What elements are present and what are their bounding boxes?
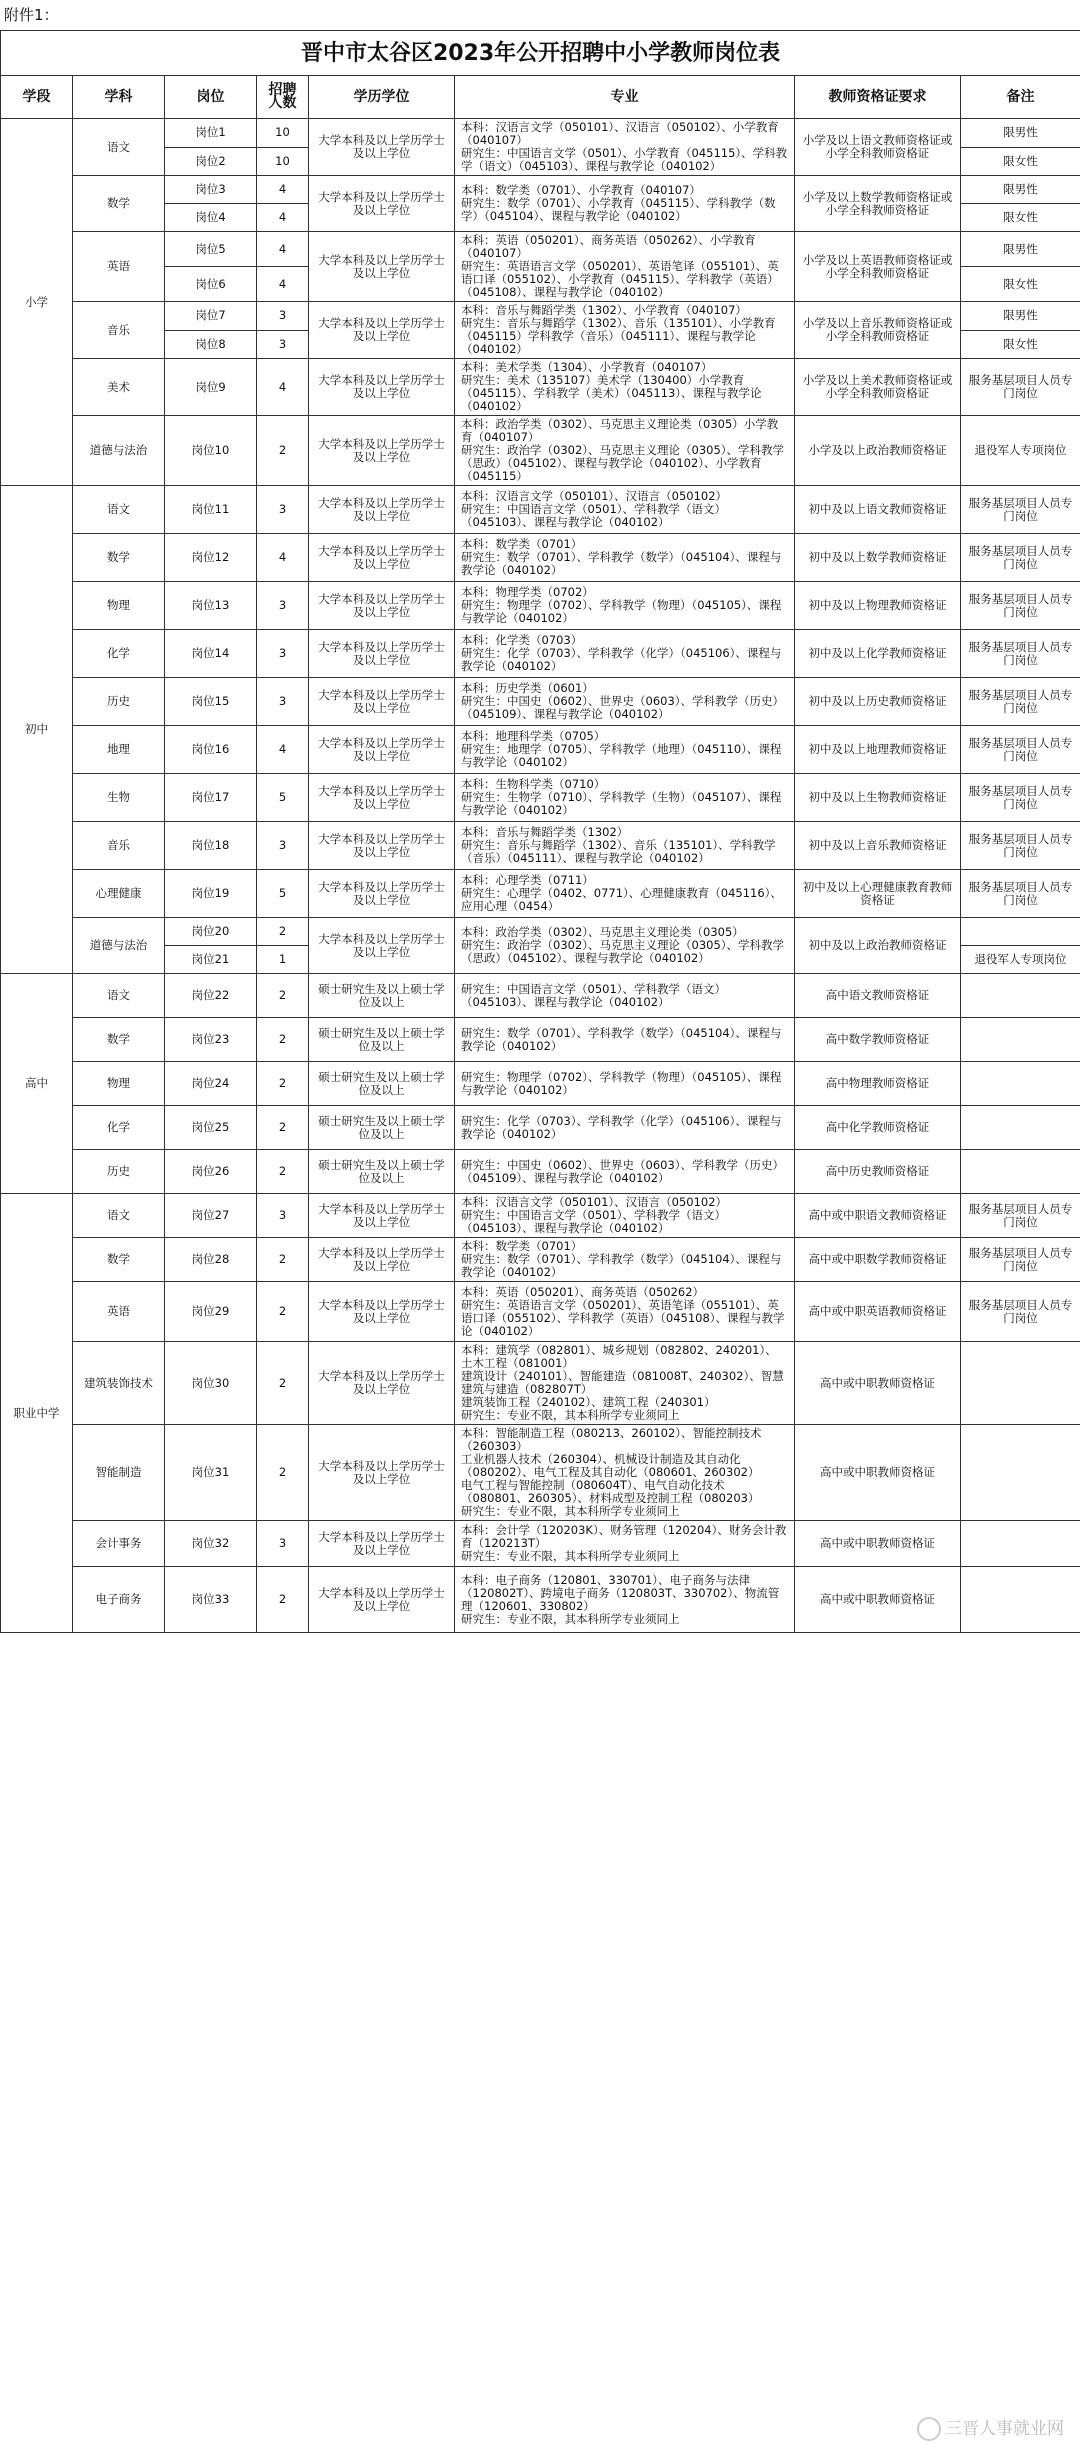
note-cell: 限女性 — [961, 330, 1080, 359]
major-cell: 本科：心理学类（0711） 研究生：心理学（0402、0771）、心理健康教育（045116）、应用心理（0454） — [455, 870, 795, 918]
major-cell: 本科：数学类（0701） 研究生：数学（0701）、学科教学（数学）（045104）、课程与教学论（040102） — [455, 1238, 795, 1282]
post-cell: 岗位9 — [165, 359, 257, 416]
education-cell: 大学本科及以上学历学士及以上学位 — [309, 1567, 455, 1633]
count-cell: 2 — [257, 1342, 309, 1425]
count-cell: 4 — [257, 176, 309, 204]
note-cell — [961, 918, 1080, 946]
stage-cell: 小学 — [1, 119, 73, 486]
education-cell: 大学本科及以上学历学士及以上学位 — [309, 918, 455, 974]
table-row — [1, 359, 1080, 416]
education-cell: 大学本科及以上学历学士及以上学位 — [309, 1282, 455, 1342]
table-row — [1, 870, 1080, 918]
count-cell: 5 — [257, 870, 309, 918]
subject-cell: 道德与法治 — [73, 416, 165, 486]
major-cell: 本科：美术学类（1304）、小学教育（040107） 研究生：美术（135107）美术学（130400）小学教育（045115）、学科教学（美术）（045113）、课程与教学论（040102） — [455, 359, 795, 416]
header-count: 招聘人数 — [257, 76, 309, 119]
subject-cell: 建筑装饰技术 — [73, 1342, 165, 1425]
post-cell: 岗位3 — [165, 176, 257, 204]
note-cell: 服务基层项目人员专门岗位 — [961, 582, 1080, 630]
major-cell: 本科：汉语言文学（050101）、汉语言（050102）、小学教育（040107） 研究生：中国语言文学（0501）、小学教育（045115）、学科教学（语文）（045103）、课程与教学论（040102） — [455, 119, 795, 176]
note-cell: 服务基层项目人员专门岗位 — [961, 822, 1080, 870]
note-cell: 限女性 — [961, 204, 1080, 232]
table-row — [1, 176, 1080, 204]
education-cell: 硕士研究生及以上硕士学位及以上 — [309, 1062, 455, 1106]
certificate-cell: 初中及以上物理教师资格证 — [795, 582, 961, 630]
post-cell: 岗位27 — [165, 1194, 257, 1238]
post-cell: 岗位30 — [165, 1342, 257, 1425]
note-cell: 服务基层项目人员专门岗位 — [961, 1194, 1080, 1238]
post-cell: 岗位5 — [165, 232, 257, 267]
count-cell: 3 — [257, 486, 309, 534]
post-cell: 岗位11 — [165, 486, 257, 534]
header-post: 岗位 — [165, 76, 257, 119]
education-cell: 大学本科及以上学历学士及以上学位 — [309, 630, 455, 678]
table-row — [1, 1425, 1080, 1521]
education-cell: 大学本科及以上学历学士及以上学位 — [309, 1521, 455, 1567]
certificate-cell: 高中历史教师资格证 — [795, 1150, 961, 1194]
certificate-cell: 初中及以上地理教师资格证 — [795, 726, 961, 774]
table-row — [1, 1521, 1080, 1567]
post-cell: 岗位32 — [165, 1521, 257, 1567]
certificate-cell: 初中及以上化学教师资格证 — [795, 630, 961, 678]
major-cell: 本科：英语（050201）、商务英语（050262） 研究生：英语语言文学（050201）、英语笔译（055101）、英语口译（055102）、学科教学（英语）（045108）、课程与教学论（040102） — [455, 1282, 795, 1342]
count-cell: 4 — [257, 534, 309, 582]
post-cell: 岗位33 — [165, 1567, 257, 1633]
count-cell: 2 — [257, 918, 309, 946]
wechat-icon — [917, 2417, 941, 2441]
note-cell — [961, 1567, 1080, 1633]
certificate-cell: 初中及以上政治教师资格证 — [795, 918, 961, 974]
subject-cell: 物理 — [73, 582, 165, 630]
subject-cell: 电子商务 — [73, 1567, 165, 1633]
subject-cell: 地理 — [73, 726, 165, 774]
subject-cell: 数学 — [73, 534, 165, 582]
certificate-cell: 高中或中职教师资格证 — [795, 1567, 961, 1633]
note-cell — [961, 1150, 1080, 1194]
table-row — [1, 1342, 1080, 1425]
subject-cell: 心理健康 — [73, 870, 165, 918]
major-cell: 本科：数学类（0701）、小学教育（040107） 研究生：数学（0701）、小学教育（045115）、学科教学（数学）（045104）、课程与教学论（040102） — [455, 176, 795, 232]
table-row — [1, 1194, 1080, 1238]
count-cell: 2 — [257, 1062, 309, 1106]
count-cell: 3 — [257, 582, 309, 630]
major-cell: 研究生：化学（0703）、学科教学（化学）（045106）、课程与教学论（040102） — [455, 1106, 795, 1150]
certificate-cell: 高中或中职语文教师资格证 — [795, 1194, 961, 1238]
post-cell: 岗位22 — [165, 974, 257, 1018]
subject-cell: 道德与法治 — [73, 918, 165, 974]
major-cell: 研究生：数学（0701）、学科教学（数学）（045104）、课程与教学论（040102） — [455, 1018, 795, 1062]
count-cell: 2 — [257, 1018, 309, 1062]
subject-cell: 化学 — [73, 1106, 165, 1150]
stage-cell: 职业中学 — [1, 1194, 73, 1633]
major-cell: 本科：汉语言文学（050101）、汉语言（050102） 研究生：中国语言文学（0501）、学科教学（语文）（045103）、课程与教学论（040102） — [455, 486, 795, 534]
table-row — [1, 630, 1080, 678]
job-table — [0, 30, 1080, 1633]
major-cell: 本科：汉语言文学（050101）、汉语言（050102） 研究生：中国语言文学（0501）、学科教学（语文）（045103）、课程与教学论（040102） — [455, 1194, 795, 1238]
certificate-cell: 初中及以上历史教师资格证 — [795, 678, 961, 726]
certificate-cell: 高中或中职英语教师资格证 — [795, 1282, 961, 1342]
note-cell: 退役军人专项岗位 — [961, 416, 1080, 486]
count-cell: 10 — [257, 147, 309, 176]
table-row — [1, 1567, 1080, 1633]
education-cell: 大学本科及以上学历学士及以上学位 — [309, 774, 455, 822]
post-cell: 岗位14 — [165, 630, 257, 678]
note-cell: 限男性 — [961, 302, 1080, 331]
header-row — [1, 76, 1080, 119]
subject-cell: 数学 — [73, 1238, 165, 1282]
education-cell: 大学本科及以上学历学士及以上学位 — [309, 822, 455, 870]
certificate-cell: 高中或中职教师资格证 — [795, 1425, 961, 1521]
certificate-cell: 初中及以上音乐教师资格证 — [795, 822, 961, 870]
major-cell: 研究生：中国史（0602）、世界史（0603）、学科教学（历史）（045109）、课程与教学论（040102） — [455, 1150, 795, 1194]
education-cell: 大学本科及以上学历学士及以上学位 — [309, 534, 455, 582]
post-cell: 岗位29 — [165, 1282, 257, 1342]
certificate-cell: 小学及以上音乐教师资格证或小学全科教师资格证 — [795, 302, 961, 359]
count-cell: 2 — [257, 1282, 309, 1342]
education-cell: 大学本科及以上学历学士及以上学位 — [309, 1342, 455, 1425]
header-stage: 学段 — [1, 76, 73, 119]
stage-cell: 初中 — [1, 486, 73, 974]
count-cell: 3 — [257, 1521, 309, 1567]
table-row — [1, 1282, 1080, 1342]
post-cell: 岗位1 — [165, 119, 257, 148]
note-cell: 服务基层项目人员专门岗位 — [961, 870, 1080, 918]
note-cell: 服务基层项目人员专门岗位 — [961, 1282, 1080, 1342]
table-body — [1, 119, 1080, 1633]
major-cell: 本科：建筑学（082801）、城乡规划（082802、240201）、土木工程（081001） 建筑设计（240101）、智能建造（081008T、240302）、智慧建筑与建造（082807T） 建筑装饰工程（240102）、建筑工程（240301） 研究生：专业不限，其本科所学专业须同上 — [455, 1342, 795, 1425]
post-cell: 岗位12 — [165, 534, 257, 582]
note-cell — [961, 974, 1080, 1018]
subject-cell: 物理 — [73, 1062, 165, 1106]
count-cell: 4 — [257, 232, 309, 267]
major-cell: 本科：生物科学类（0710） 研究生：生物学（0710）、学科教学（生物）（045107）、课程与教学论（040102） — [455, 774, 795, 822]
count-cell: 2 — [257, 1238, 309, 1282]
post-cell: 岗位10 — [165, 416, 257, 486]
education-cell: 大学本科及以上学历学士及以上学位 — [309, 870, 455, 918]
major-cell: 研究生：中国语言文学（0501）、学科教学（语文）（045103）、课程与教学论（040102） — [455, 974, 795, 1018]
post-cell: 岗位25 — [165, 1106, 257, 1150]
table-row — [1, 582, 1080, 630]
subject-cell: 化学 — [73, 630, 165, 678]
subject-cell: 数学 — [73, 1018, 165, 1062]
note-cell — [961, 1018, 1080, 1062]
certificate-cell: 初中及以上心理健康教育教师资格证 — [795, 870, 961, 918]
count-cell: 2 — [257, 1567, 309, 1633]
post-cell: 岗位19 — [165, 870, 257, 918]
header-education: 学历学位 — [309, 76, 455, 119]
certificate-cell: 小学及以上数学教师资格证或小学全科教师资格证 — [795, 176, 961, 232]
post-cell: 岗位4 — [165, 204, 257, 232]
table-row — [1, 822, 1080, 870]
education-cell: 大学本科及以上学历学士及以上学位 — [309, 359, 455, 416]
certificate-cell: 小学及以上美术教师资格证或小学全科教师资格证 — [795, 359, 961, 416]
table-row — [1, 774, 1080, 822]
subject-cell: 语文 — [73, 119, 165, 176]
count-cell: 3 — [257, 678, 309, 726]
note-cell: 服务基层项目人员专门岗位 — [961, 726, 1080, 774]
major-cell: 本科：会计学（120203K）、财务管理（120204）、财务会计教育（120213T） 研究生：专业不限，其本科所学专业须同上 — [455, 1521, 795, 1567]
certificate-cell: 高中化学教师资格证 — [795, 1106, 961, 1150]
subject-cell: 会计事务 — [73, 1521, 165, 1567]
post-cell: 岗位7 — [165, 302, 257, 331]
count-cell: 4 — [257, 359, 309, 416]
table-row — [1, 1062, 1080, 1106]
major-cell: 本科：地理科学类（0705） 研究生：地理学（0705）、学科教学（地理）（045110）、课程与教学论（040102） — [455, 726, 795, 774]
count-cell: 4 — [257, 204, 309, 232]
subject-cell: 语文 — [73, 1194, 165, 1238]
education-cell: 大学本科及以上学历学士及以上学位 — [309, 1425, 455, 1521]
subject-cell: 英语 — [73, 1282, 165, 1342]
post-cell: 岗位17 — [165, 774, 257, 822]
count-cell: 4 — [257, 726, 309, 774]
note-cell — [961, 1342, 1080, 1425]
post-cell: 岗位16 — [165, 726, 257, 774]
table-row — [1, 416, 1080, 486]
header-subject: 学科 — [73, 76, 165, 119]
education-cell: 大学本科及以上学历学士及以上学位 — [309, 678, 455, 726]
note-cell: 服务基层项目人员专门岗位 — [961, 774, 1080, 822]
table-row — [1, 1150, 1080, 1194]
post-cell: 岗位6 — [165, 267, 257, 302]
major-cell: 本科：政治学类（0302）、马克思主义理论类（0305）小学教育（040107） 研究生：政治学（0302）、马克思主义理论（0305）、学科教学（思政）（045102）、课程与教学论（040102）、小学教育（045115） — [455, 416, 795, 486]
education-cell: 硕士研究生及以上硕士学位及以上 — [309, 1018, 455, 1062]
post-cell: 岗位18 — [165, 822, 257, 870]
count-cell: 2 — [257, 1425, 309, 1521]
major-cell: 本科：英语（050201）、商务英语（050262）、小学教育（040107） 研究生：英语语言文学（050201）、英语笔译（055101）、英语口译（055102）、小学教育（045115）、学科教学（英语）（045108）、课程与教学论（040102） — [455, 232, 795, 302]
table-row — [1, 1106, 1080, 1150]
education-cell: 大学本科及以上学历学士及以上学位 — [309, 1238, 455, 1282]
certificate-cell: 小学及以上政治教师资格证 — [795, 416, 961, 486]
note-cell: 服务基层项目人员专门岗位 — [961, 359, 1080, 416]
count-cell: 3 — [257, 822, 309, 870]
certificate-cell: 初中及以上数学教师资格证 — [795, 534, 961, 582]
note-cell: 服务基层项目人员专门岗位 — [961, 486, 1080, 534]
table-row — [1, 726, 1080, 774]
major-cell: 本科：数学类（0701） 研究生：数学（0701）、学科教学（数学）（045104）、课程与教学论（040102） — [455, 534, 795, 582]
subject-cell: 历史 — [73, 678, 165, 726]
note-cell: 服务基层项目人员专门岗位 — [961, 678, 1080, 726]
note-cell: 限男性 — [961, 232, 1080, 267]
header-major: 专业 — [455, 76, 795, 119]
major-cell: 本科：物理学类（0702） 研究生：物理学（0702）、学科教学（物理）（045105）、课程与教学论（040102） — [455, 582, 795, 630]
post-cell: 岗位28 — [165, 1238, 257, 1282]
subject-cell: 音乐 — [73, 822, 165, 870]
table-row — [1, 974, 1080, 1018]
major-cell: 本科：音乐与舞蹈学类（1302） 研究生：音乐与舞蹈学（1302）、音乐（135101）、学科教学（音乐）（045111）、课程与教学论（040102） — [455, 822, 795, 870]
note-cell — [961, 1425, 1080, 1521]
page-title: 晋中市太谷区2023年公开招聘中小学教师岗位表 — [1, 31, 1080, 76]
note-cell — [961, 1521, 1080, 1567]
subject-cell: 数学 — [73, 176, 165, 232]
note-cell — [961, 1106, 1080, 1150]
education-cell: 大学本科及以上学历学士及以上学位 — [309, 232, 455, 302]
education-cell: 大学本科及以上学历学士及以上学位 — [309, 582, 455, 630]
subject-cell: 生物 — [73, 774, 165, 822]
major-cell: 本科：电子商务（120801、330701）、电子商务与法律（120802T）、跨境电子商务（120803T、330702）、物流管理（120601、330802） 研究生：专业不限，其本科所学专业须同上 — [455, 1567, 795, 1633]
table-row — [1, 918, 1080, 946]
post-cell: 岗位20 — [165, 918, 257, 946]
post-cell: 岗位24 — [165, 1062, 257, 1106]
education-cell: 大学本科及以上学历学士及以上学位 — [309, 302, 455, 359]
stage-cell: 高中 — [1, 974, 73, 1194]
major-cell: 本科：化学类（0703） 研究生：化学（0703）、学科教学（化学）（045106）、课程与教学论（040102） — [455, 630, 795, 678]
count-cell: 2 — [257, 1106, 309, 1150]
certificate-cell: 高中数学教师资格证 — [795, 1018, 961, 1062]
note-cell: 限男性 — [961, 119, 1080, 148]
table-row — [1, 302, 1080, 331]
certificate-cell: 高中语文教师资格证 — [795, 974, 961, 1018]
education-cell: 大学本科及以上学历学士及以上学位 — [309, 1194, 455, 1238]
count-cell: 3 — [257, 302, 309, 331]
table-row — [1, 1018, 1080, 1062]
certificate-cell: 初中及以上语文教师资格证 — [795, 486, 961, 534]
count-cell: 3 — [257, 630, 309, 678]
certificate-cell: 初中及以上生物教师资格证 — [795, 774, 961, 822]
subject-cell: 美术 — [73, 359, 165, 416]
job-table-wrapper — [0, 30, 1080, 1633]
education-cell: 大学本科及以上学历学士及以上学位 — [309, 486, 455, 534]
table-row — [1, 232, 1080, 267]
post-cell: 岗位21 — [165, 946, 257, 974]
education-cell: 硕士研究生及以上硕士学位及以上 — [309, 974, 455, 1018]
certificate-cell: 高中或中职教师资格证 — [795, 1342, 961, 1425]
note-cell: 限女性 — [961, 147, 1080, 176]
count-cell: 3 — [257, 330, 309, 359]
note-cell — [961, 1062, 1080, 1106]
certificate-cell: 小学及以上英语教师资格证或小学全科教师资格证 — [795, 232, 961, 302]
note-cell: 服务基层项目人员专门岗位 — [961, 534, 1080, 582]
post-cell: 岗位31 — [165, 1425, 257, 1521]
education-cell: 大学本科及以上学历学士及以上学位 — [309, 176, 455, 232]
certificate-cell: 高中物理教师资格证 — [795, 1062, 961, 1106]
table-row — [1, 678, 1080, 726]
attachment-label: 附件1： — [4, 6, 59, 24]
note-cell: 退役军人专项岗位 — [961, 946, 1080, 974]
table-row — [1, 534, 1080, 582]
post-cell: 岗位2 — [165, 147, 257, 176]
major-cell: 本科：历史学类（0601） 研究生：中国史（0602）、世界史（0603）、学科教学（历史）（045109）、课程与教学论（040102） — [455, 678, 795, 726]
education-cell: 硕士研究生及以上硕士学位及以上 — [309, 1106, 455, 1150]
note-cell: 限男性 — [961, 176, 1080, 204]
table-row — [1, 119, 1080, 148]
education-cell: 大学本科及以上学历学士及以上学位 — [309, 416, 455, 486]
certificate-cell: 高中或中职数学教师资格证 — [795, 1238, 961, 1282]
education-cell: 大学本科及以上学历学士及以上学位 — [309, 726, 455, 774]
note-cell: 服务基层项目人员专门岗位 — [961, 630, 1080, 678]
watermark-text: 三晋人事就业网 — [945, 2419, 1064, 2439]
certificate-cell: 小学及以上语文教师资格证或小学全科教师资格证 — [795, 119, 961, 176]
count-cell: 2 — [257, 974, 309, 1018]
post-cell: 岗位23 — [165, 1018, 257, 1062]
watermark — [917, 2414, 1064, 2441]
count-cell: 5 — [257, 774, 309, 822]
count-cell: 2 — [257, 1150, 309, 1194]
count-cell: 2 — [257, 416, 309, 486]
education-cell: 大学本科及以上学历学士及以上学位 — [309, 119, 455, 176]
note-cell: 服务基层项目人员专门岗位 — [961, 1238, 1080, 1282]
count-cell: 10 — [257, 119, 309, 148]
post-cell: 岗位26 — [165, 1150, 257, 1194]
major-cell: 本科：音乐与舞蹈学类（1302）、小学教育（040107） 研究生：音乐与舞蹈学（1302）、音乐（135101）、小学教育（045115）学科教学（音乐）（045111）、课程与教学论（040102） — [455, 302, 795, 359]
major-cell: 本科：政治学类（0302）、马克思主义理论类（0305） 研究生：政治学（0302）、马克思主义理论（0305）、学科教学（思政）（045102）、课程与教学论（040102） — [455, 918, 795, 974]
table-row — [1, 1238, 1080, 1282]
subject-cell: 语文 — [73, 486, 165, 534]
subject-cell: 英语 — [73, 232, 165, 302]
major-cell: 研究生：物理学（0702）、学科教学（物理）（045105）、课程与教学论（040102） — [455, 1062, 795, 1106]
header-certificate: 教师资格证要求 — [795, 76, 961, 119]
count-cell: 1 — [257, 946, 309, 974]
table-row — [1, 486, 1080, 534]
note-cell: 限女性 — [961, 267, 1080, 302]
subject-cell: 音乐 — [73, 302, 165, 359]
major-cell: 本科：智能制造工程（080213、260102）、智能控制技术（260303） 工业机器人技术（260304）、机械设计制造及其自动化（080202）、电气工程及其自动化（080601、260302） 电气工程与智能控制（080604T）、电气自动化技术（080801、260305）、材料成型及控制工程（080203） 研究生：专业不限，其本科所学专业须同上 — [455, 1425, 795, 1521]
education-cell: 硕士研究生及以上硕士学位及以上 — [309, 1150, 455, 1194]
certificate-cell: 高中或中职教师资格证 — [795, 1521, 961, 1567]
header-note: 备注 — [961, 76, 1080, 119]
count-cell: 4 — [257, 267, 309, 302]
subject-cell: 智能制造 — [73, 1425, 165, 1521]
post-cell: 岗位13 — [165, 582, 257, 630]
subject-cell: 历史 — [73, 1150, 165, 1194]
subject-cell: 语文 — [73, 974, 165, 1018]
count-cell: 3 — [257, 1194, 309, 1238]
post-cell: 岗位8 — [165, 330, 257, 359]
post-cell: 岗位15 — [165, 678, 257, 726]
